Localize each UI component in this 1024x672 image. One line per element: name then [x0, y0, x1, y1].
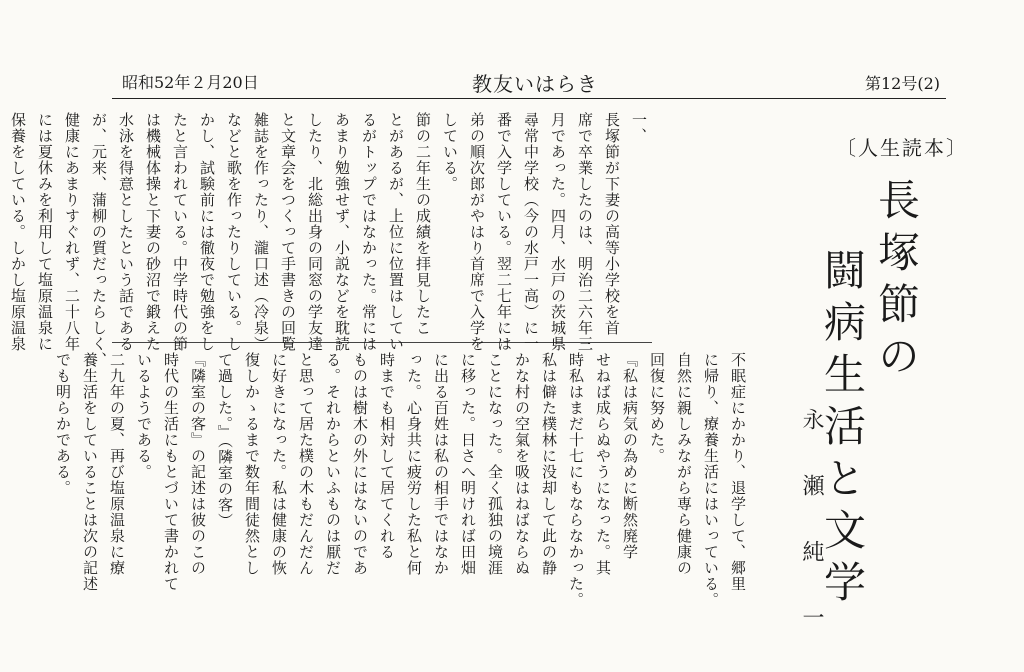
- text-column: たと言われている。中学時代の節: [171, 112, 189, 352]
- text-column: 時までも相対して居てくれる: [378, 352, 396, 560]
- header-rule: [112, 98, 946, 99]
- text-column: せねば成らぬやうになった。其: [594, 352, 612, 576]
- text-column: 健康にあまりすぐれず、二十八年: [63, 112, 81, 352]
- issue-date: 昭和52年２月20日: [122, 73, 259, 92]
- author-name: 永瀬純一: [799, 408, 824, 672]
- text-column: と文章会をつくって手書きの回覧: [279, 112, 297, 352]
- text-column: 自然に親しみながら専ら健康の: [675, 352, 693, 576]
- text-column: 時代の生活にもとづいて書かれて: [162, 352, 180, 592]
- text-column: 水泳を得意としたという話である: [117, 112, 135, 352]
- issue-number: 第12号(2): [864, 74, 940, 93]
- text-column: ものは樹木の外にはないのであ: [351, 352, 369, 576]
- text-column: 回復に努めた。: [648, 352, 666, 464]
- text-column: 養生活をしていることは次の記述: [81, 352, 99, 592]
- text-column: るがトップではなかった。常には: [360, 112, 378, 352]
- text-column: などと歌を作ったりしている。し: [225, 112, 243, 352]
- article-title-line-2: 闘病生活と文学: [818, 248, 867, 612]
- section-divider: [112, 342, 652, 343]
- page-header: [0, 68, 1024, 98]
- text-column: あまり勉強せず、小説などを耽読: [333, 112, 351, 352]
- text-column: に好きになった。私は健康の恢: [270, 352, 288, 576]
- text-column: 時私はまだ十七にもならなかった。: [567, 352, 585, 608]
- text-column: て過した。』（隣室の客）: [216, 352, 234, 529]
- text-column: 月であった。四月、水戸の茨城県: [549, 112, 567, 352]
- text-column: したり、北総出身の同窓の学友達: [306, 112, 324, 352]
- article-body-upper: [0, 112, 652, 368]
- text-column: 長塚節が下妻の高等小学校を首: [603, 112, 621, 336]
- text-column: と思って居た樸の木もだんだん: [297, 352, 315, 576]
- text-column: 一、: [630, 112, 648, 144]
- article-title-line-1: 長塚節の: [872, 178, 921, 386]
- text-column: かし、試験前には徹夜で勉強をし: [198, 112, 216, 352]
- text-column: ことになった。全く孤独の境涯: [486, 352, 504, 576]
- text-column: に帰り、療養生活にはいっている。: [702, 352, 720, 608]
- text-column: いるようである。: [135, 352, 153, 480]
- article-body-lower: [49, 352, 751, 608]
- text-column: に出る百姓は私の相手ではなか: [432, 352, 450, 576]
- text-column: が、元来、蒲柳の質だったらしく、: [90, 112, 108, 368]
- text-column: 復しかゝるまで数年間徒然とし: [243, 352, 261, 576]
- series-label: 〔人生読本〕: [836, 136, 968, 160]
- text-column: 『隣室の客』の記述は彼のこの: [189, 352, 207, 576]
- text-column: とがあるが、上位に位置はしてい: [387, 112, 405, 352]
- text-column: でも明らかである。: [54, 352, 72, 496]
- text-column: った。心身共に疲労した私と何: [405, 352, 423, 576]
- text-column: 二九年の夏、再び塩原温泉に療: [108, 352, 126, 576]
- text-column: る。それからといふものは厭だ: [324, 352, 342, 576]
- newspaper-title: 教友いはらき: [472, 72, 598, 96]
- text-column: 不眠症にかかり、退学して、郷里: [729, 352, 747, 592]
- text-column: 雑誌を作ったり、瀧口述（冷泉）: [252, 112, 270, 352]
- text-column: かな村の空氣を吸はねばならぬ: [513, 352, 531, 576]
- text-column: している。: [441, 112, 459, 192]
- text-column: 節の二年生の成績を拝見したこ: [414, 112, 432, 336]
- text-column: 私は僻た樸林に没却して此の静: [540, 352, 558, 576]
- text-column: は機械体操と下妻の砂沼で鍛えた: [144, 112, 162, 352]
- text-column: には夏休みを利用して塩原温泉に: [36, 112, 54, 352]
- text-column: 尋常中学校（今の水戸一高）に一: [522, 112, 540, 352]
- text-column: [0, 112, 4, 334]
- text-column: 席で卒業したのは、明治二六年三: [576, 112, 594, 352]
- text-column: 『私は病気の為めに断然廃学: [621, 352, 639, 560]
- text-column: に移った。日さへ明ければ田畑: [459, 352, 477, 576]
- text-column: 番で入学している。翌二七年には: [495, 112, 513, 352]
- text-column: 弟の順次郎がやはり首席で入学を: [468, 112, 486, 352]
- text-column: 保養をしている。しかし塩原温泉: [9, 112, 27, 352]
